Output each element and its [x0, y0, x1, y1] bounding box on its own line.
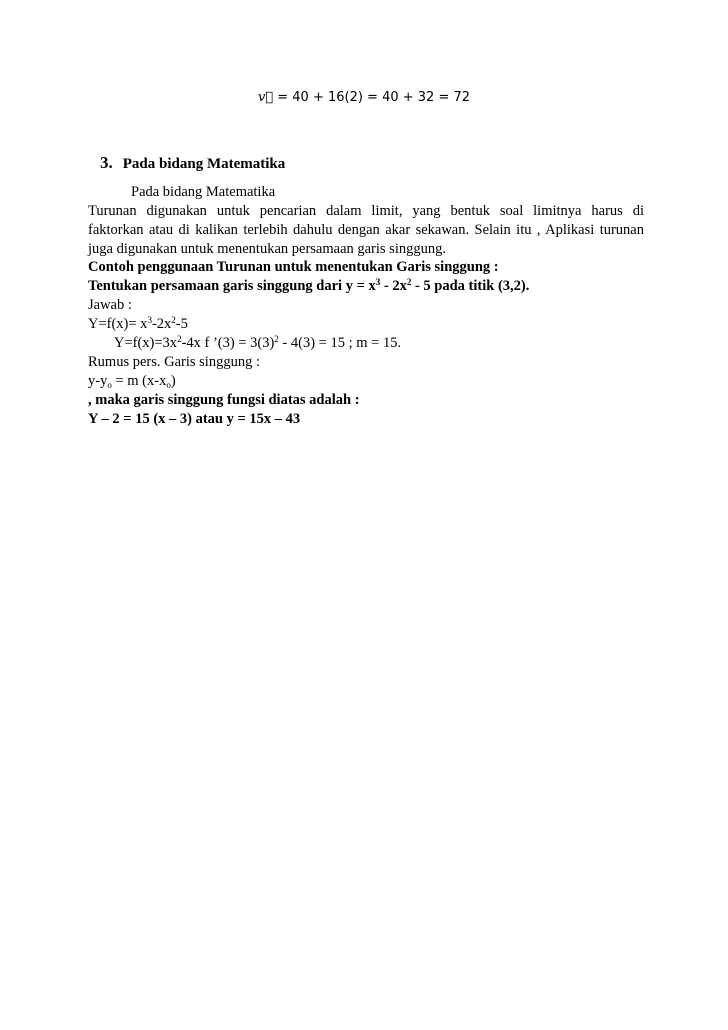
paragraph-line-1: Turunan digunakan untuk pencarian dalam limit, yang bentuk soal limitnya harus di — [88, 203, 644, 219]
example-heading: Contoh penggunaan Turunan untuk menentukan Garis singgung : — [88, 259, 499, 275]
function-text-c: -5 — [175, 316, 188, 332]
paragraph-line-2: faktorkan atau di kalikan terlebih dahulu dengan akar sekawan. Selain itu , Aplikasi turunan — [88, 222, 644, 238]
derivative-exponent-1: 2 — [177, 334, 182, 344]
task-text-a: Tentukan persamaan garis singgung dari y = x — [88, 278, 376, 294]
function-text-a: Y=f(x)= x — [88, 316, 148, 332]
task-exponent-1: 3 — [375, 277, 381, 287]
velocity-symbol: v⃗ — [257, 90, 274, 105]
formula-text-b: = m (x-x — [111, 373, 167, 389]
task-text-c: - 5 pada titik (3,2). — [411, 278, 530, 294]
derivative-text-a: Y=f(x)=3x — [114, 335, 178, 351]
conclusion-text: , maka garis singgung fungsi diatas adalah : — [88, 392, 360, 408]
jawab-label: Jawab : — [88, 297, 132, 313]
function-text-b: -2x — [151, 316, 172, 332]
formula-text-a: y-y — [88, 373, 108, 389]
task-exponent-2: 2 — [406, 277, 412, 287]
paragraph-line-3: juga digunakan untuk menentukan persamaan garis singgung. — [88, 241, 446, 257]
derivative-line — [114, 334, 670, 352]
section-number: 3. — [100, 153, 113, 172]
velocity-equation — [0, 90, 728, 105]
formula-subscript-1: o — [107, 380, 112, 390]
section-title: Pada bidang Matematika — [122, 156, 286, 172]
function-exponent-1: 3 — [147, 315, 152, 325]
task-text-b: - 2x — [380, 278, 407, 294]
function-line — [88, 315, 644, 333]
tangent-formula — [88, 372, 644, 390]
derivative-text-c: - 4(3) = 15 ; m = 15. — [278, 335, 402, 351]
velocity-expression: = 40 + 16(2) = 40 + 32 = 72 — [273, 90, 471, 105]
section-heading — [100, 153, 285, 173]
formula-text-c: ) — [170, 373, 176, 389]
final-answer: Y – 2 = 15 (x – 3) atau y = 15x – 43 — [88, 411, 301, 427]
function-exponent-2: 2 — [171, 315, 176, 325]
formula-subscript-2: o — [166, 380, 171, 390]
derivative-exponent-2: 2 — [274, 334, 279, 344]
derivative-text-b: -4x f ’(3) = 3(3) — [181, 335, 275, 351]
rumus-label: Rumus pers. Garis singgung : — [88, 354, 260, 370]
paragraph-indent-line: Pada bidang Matematika — [131, 184, 276, 200]
example-task — [88, 277, 644, 295]
